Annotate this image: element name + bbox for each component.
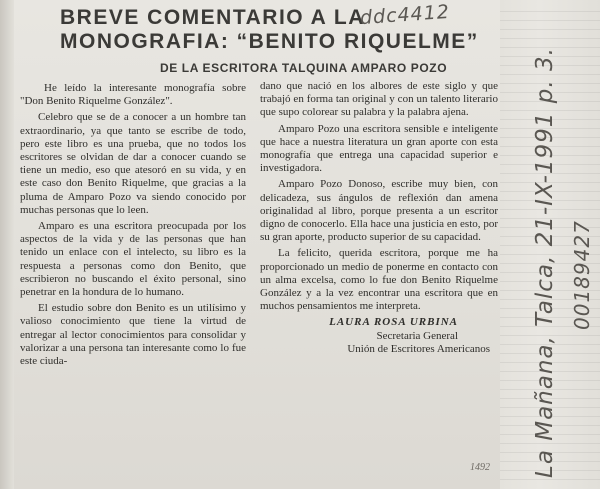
- paragraph: Amparo es una escritora preocupada por los aspectos de la vida y de las personas que han tenido un enlace con el intelecto, su libro es la respuesta a personas como don Benito, que escribieron no buscando el éxito personal, sino penetrar en la hondura de lo humano.: [20, 220, 246, 299]
- signature-role: Secretaria General: [376, 329, 458, 342]
- signature-name: LAURA ROSA URBINA: [329, 316, 458, 329]
- headline-line-2: MONOGRAFIA: “BENITO RIQUELME”: [60, 30, 479, 53]
- paragraph: He leído la interesante monografía sobre "Don Benito Riquelme González".: [20, 82, 246, 108]
- article-column-1: [20, 82, 246, 482]
- paragraph: Celebro que se de a conocer a un hombre tan extraordinario, ya que tanto se escribe de todo, pero este libro es una prueba, que no todos los escritores se olvidan de dar a conocer cuando se tiene un medio, eso que atesoró en su vida, y en este caso don Benito Riquelme, que gracias a la pluma de Amparo Pozo va siendo conocido por muchas personas que lo leen.: [20, 111, 246, 216]
- paragraph: Amparo Pozo una escritora sensible e inteligente que hace a nuestra literatura un gran aporte con esta monografía que entrega una capacidad superior e investigadora.: [260, 122, 498, 175]
- headline-line-1: BREVE COMENTARIO A LA: [60, 6, 365, 29]
- subheadline: DE LA ESCRITORA TALQUINA AMPARO POZO: [160, 61, 448, 75]
- paragraph: El estudio sobre don Benito es un utilísimo y valioso conocimiento que tiene la virtud de entregar al lector conocimientos para consolidar y valorizar a una persona tan interesante como lo fue este ciuda-: [20, 302, 246, 368]
- clipping-left-edge: [0, 0, 14, 489]
- handwritten-corner-number: 1492: [470, 462, 490, 473]
- handwritten-catalog-mark: ddc4412: [359, 0, 451, 30]
- article-column-2: [260, 80, 498, 480]
- handwritten-archive-code: 00189427: [570, 220, 594, 330]
- signature-organization: Unión de Escritores Americanos: [347, 342, 490, 355]
- handwritten-source-note: La Mañana, Talca, 21-IX-1991 p. 3.: [532, 47, 558, 478]
- paragraph: Amparo Pozo Donoso, escribe muy bien, con delicadeza, sus ángulos de reflexión dan amena originalidad al libro, porque presenta a un escritor digno de conocerlo. Ella hace una justicia en esto, por su gran aporte, producto superior de su capacidad.: [260, 178, 498, 244]
- paragraph: La felicito, querida escritora, porque me ha proporcionado un medio de ponerme en contacto con un alma excelsa, como lo fue don Benito Riquelme González y a la vez encontrar una escritora que en muchos pensamientos me interpreta.: [260, 247, 498, 313]
- paragraph: dano que nació en los albores de este siglo y que trabajó en forma tan original y con un talento literario que supo colorear su palabra y la palabra ajena.: [260, 80, 498, 119]
